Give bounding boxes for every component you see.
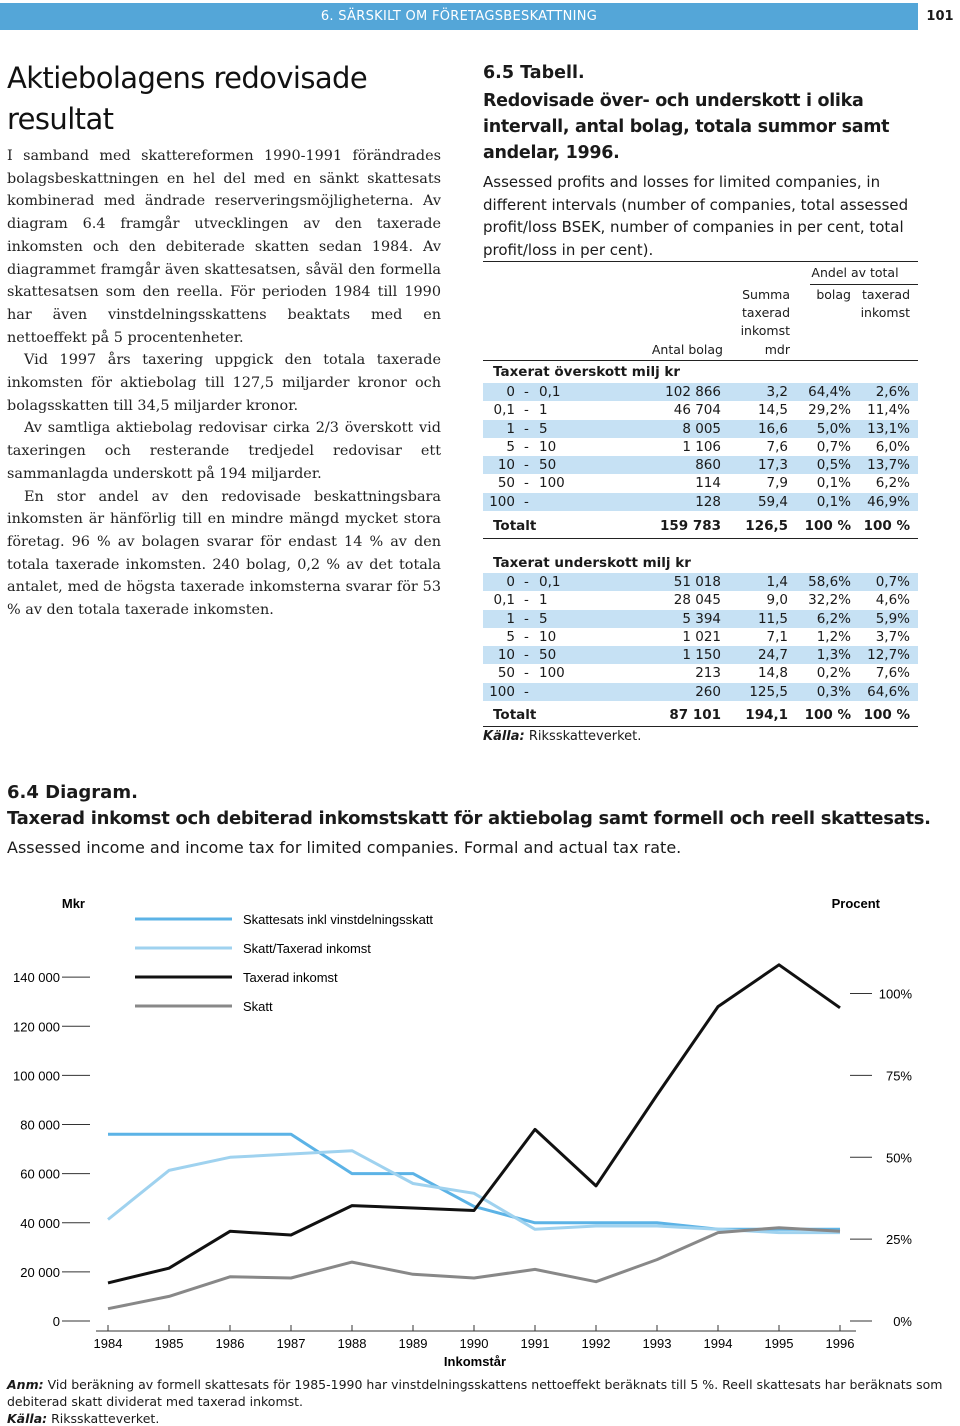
cell-summa: 3,2 (766, 384, 788, 400)
cell-bolag: 1,3% (816, 647, 851, 664)
cell-from: 1 (506, 420, 515, 437)
header-inkomst: inkomst (860, 305, 910, 320)
y-tick-label: 40 000 (20, 1215, 60, 1231)
section-title: 6. SÄRSKILT OM FÖRETAGSBESKATTNING (320, 9, 598, 24)
section-rule (483, 538, 918, 539)
x-tick-label: 1991 (520, 1336, 550, 1351)
cell-taxerad: 46,9% (867, 493, 910, 510)
total-summa: 126,5 (745, 518, 788, 534)
section-title-overskott: Taxerat överskott milj kr (493, 364, 681, 380)
y2-tick-label: 0% (893, 1314, 912, 1329)
note-label: Anm: (7, 1377, 44, 1392)
total-bolag: 100 % (804, 518, 851, 534)
table-row (483, 610, 918, 628)
table-number: 6.5 Tabell. (483, 63, 585, 83)
cell-bolag: 64,4% (808, 384, 851, 400)
total-taxerad: 100 % (863, 518, 910, 534)
cell-from: 0,1 (493, 402, 515, 419)
cell-dash: - (524, 628, 529, 645)
table-source (483, 729, 641, 744)
cell-from: 50 (497, 475, 515, 492)
cell-antal: 1 021 (682, 628, 721, 645)
y-axis-title: Mkr (61, 896, 85, 911)
section-header-bar (0, 3, 918, 30)
y-tick-label: 120 000 (13, 1019, 60, 1035)
cell-from: 5 (506, 438, 515, 455)
cell-dash: - (524, 610, 529, 627)
total-row-overskott (483, 517, 918, 535)
cell-summa: 125,5 (749, 683, 788, 700)
cell-antal: 8 005 (682, 420, 721, 437)
note-text: Vid beräkning av formell skattesats för 1985-1990 har vinstdelningsskattens nettoeffekt beräknats till 5 %. Reell skattesats har beräknats som debiterad skatt dividerat med taxerad inkomst. (7, 1377, 943, 1409)
cell-from: 0,1 (493, 592, 515, 609)
cell-dash: - (524, 647, 529, 664)
y-tick-label: 20 000 (20, 1264, 60, 1280)
y-tick-label: 80 000 (20, 1117, 60, 1133)
cell-from: 0 (506, 384, 515, 400)
x-tick-label: 1986 (215, 1336, 245, 1351)
cell-taxerad: 0,7% (875, 574, 910, 590)
y-tick-label: 0 (52, 1314, 60, 1329)
cell-from: 5 (506, 628, 515, 645)
cell-bolag: 0,2% (816, 665, 851, 682)
x-tick-label: 1988 (337, 1336, 367, 1351)
article-paragraph: I samband med skattereformen 1990-1991 förändrades bolagsbeskattningen en hel del med en sänkt skattesats kombinerad med ändrade reserveringsmöjligheterna. Av diagram 6.4 framgår utvecklingen av den taxerade inkomsten och den debiterade skatten sedan 1984. Av diagrammet framgår även skattesatsen, såväl den formella skattesatsen som den reella. För perioden 1984 till 1990 har även vinstdelningsskattens beaktats med en nettoeffekt på 5 procentenheter. (7, 148, 441, 346)
series-line-1 (108, 1151, 840, 1233)
cell-to: 10 (539, 628, 557, 645)
cell-taxerad: 12,7% (867, 647, 910, 664)
diagram-title: Taxerad inkomst och debiterad inkomstskatt för aktiebolag samt formell och reell skattesats. (7, 808, 931, 829)
article-paragraph: Vid 1997 års taxering uppgick den totala taxerade inkomsten för aktiebolag till 127,5 miljarder kronor och bolagsskatten till 34,5 miljarder kronor. (7, 352, 441, 414)
x-tick-label: 1995 (764, 1336, 794, 1351)
table-body-overskott (483, 383, 918, 511)
cell-from: 10 (497, 647, 515, 664)
header-summa-taxerad: taxerad (742, 305, 790, 320)
cell-dash: - (524, 493, 529, 510)
y2-tick-label: 100% (878, 986, 912, 1002)
cell-bolag: 29,2% (808, 402, 851, 419)
table-top-rule (483, 261, 918, 262)
article-body (7, 145, 441, 622)
table-row (483, 438, 918, 456)
header-group-rule (810, 284, 918, 285)
total-antal: 159 783 (659, 518, 721, 534)
section-title-underskott: Taxerat underskott milj kr (493, 555, 691, 571)
table-row (483, 493, 918, 511)
cell-from: 10 (497, 457, 515, 474)
x-axis-title: Inkomstår (443, 1354, 507, 1369)
cell-taxerad: 3,7% (875, 628, 910, 645)
diagram-source (7, 1411, 159, 1426)
x-tick-label: 1992 (581, 1336, 611, 1351)
source-text: Riksskatteverket. (528, 729, 642, 744)
cell-dash: - (524, 592, 529, 609)
total-taxerad: 100 % (863, 707, 910, 723)
cell-from: 100 (489, 683, 515, 700)
header-taxerad: taxerad (862, 287, 910, 302)
legend-label: Skattesats inkl vinstdelningsskatt (243, 912, 434, 927)
cell-taxerad: 6,2% (875, 475, 910, 492)
cell-antal: 1 106 (682, 438, 721, 455)
total-bolag: 100 % (804, 707, 851, 723)
y2-tick-label: 25% (885, 1232, 912, 1248)
cell-bolag: 58,6% (808, 574, 851, 590)
table-body-underskott (483, 573, 918, 701)
legend-label: Skatt (243, 999, 273, 1014)
y-tick-label: 140 000 (13, 970, 60, 986)
cell-antal: 213 (695, 665, 721, 682)
cell-to: 100 (539, 665, 565, 682)
y2-axis-title: Procent (831, 896, 880, 911)
cell-to: 1 (539, 592, 548, 609)
table-row (483, 628, 918, 646)
x-tick-label: 1984 (93, 1336, 123, 1351)
legend-label: Skatt/Taxerad inkomst (243, 941, 371, 956)
cell-taxerad: 64,6% (867, 683, 910, 700)
y-tick-label: 100 000 (13, 1068, 60, 1084)
cell-summa: 14,5 (757, 402, 788, 419)
table-bottom-rule (483, 726, 918, 727)
cell-to: 0,1 (539, 574, 561, 590)
header-bolag: bolag (816, 287, 851, 302)
cell-bolag: 32,2% (808, 592, 851, 609)
source-label: Källa: (7, 1411, 48, 1426)
table-title: Redovisade över- och underskott i olika intervall, antal bolag, totala summor samt andelar, 1996. (483, 91, 890, 163)
cell-from: 1 (506, 610, 515, 627)
cell-bolag: 6,2% (816, 610, 851, 627)
article-paragraph: Av samtliga aktiebolag redovisar cirka 2/3 överskott vid taxeringen och resterande tredjedel redovisar ett sammanlagda underskott på 194 miljarder. (7, 420, 441, 482)
cell-antal: 51 018 (673, 574, 721, 590)
cell-taxerad: 5,9% (875, 610, 910, 627)
diagram-subtitle: Assessed income and income tax for limited companies. Formal and actual tax rate. (7, 838, 682, 857)
cell-bolag: 5,0% (816, 420, 851, 437)
header-summa-mdr: mdr (764, 342, 790, 357)
x-tick-label: 1987 (276, 1336, 306, 1351)
header-antal-bolag: Antal bolag (651, 342, 723, 357)
page-number: 101 (926, 9, 954, 24)
cell-dash: - (524, 402, 529, 419)
cell-dash: - (524, 475, 529, 492)
cell-bolag: 1,2% (816, 628, 851, 645)
table-row (483, 591, 918, 609)
cell-to: 5 (539, 610, 548, 627)
diagram-note (7, 1377, 947, 1410)
total-row-underskott (483, 706, 918, 724)
cell-summa: 7,6 (766, 438, 788, 455)
cell-dash: - (524, 574, 529, 590)
cell-summa: 17,3 (757, 457, 788, 474)
legend-label: Taxerad inkomst (243, 970, 338, 985)
cell-to: 5 (539, 420, 548, 437)
table-row (483, 420, 918, 438)
cell-summa: 16,6 (757, 420, 788, 437)
cell-to: 50 (539, 647, 557, 664)
cell-to: 50 (539, 457, 557, 474)
x-tick-label: 1985 (154, 1336, 184, 1351)
cell-to: 0,1 (539, 384, 561, 400)
cell-summa: 9,0 (766, 592, 788, 609)
source-text: Riksskatteverket. (51, 1411, 160, 1426)
cell-dash: - (524, 683, 529, 700)
x-tick-label: 1990 (459, 1336, 489, 1351)
cell-taxerad: 13,7% (867, 457, 910, 474)
table-row (483, 401, 918, 419)
table-row (483, 664, 918, 682)
header-summa: Summa (742, 287, 790, 302)
x-tick-label: 1994 (703, 1336, 733, 1351)
series-line-0 (108, 1134, 840, 1229)
y2-tick-label: 75% (885, 1068, 912, 1084)
cell-bolag: 0,1% (816, 475, 851, 492)
header-summa-inkomst: inkomst (740, 323, 790, 338)
total-antal: 87 101 (669, 707, 721, 723)
series-line-2 (108, 965, 840, 1283)
y2-tick-label: 50% (885, 1150, 912, 1166)
cell-summa: 11,5 (757, 610, 788, 627)
cell-taxerad: 4,6% (875, 592, 910, 609)
cell-bolag: 0,7% (816, 438, 851, 455)
cell-summa: 14,8 (757, 665, 788, 682)
x-tick-label: 1996 (825, 1336, 855, 1351)
cell-taxerad: 6,0% (875, 438, 910, 455)
table-row (483, 683, 918, 701)
table-row (483, 646, 918, 664)
cell-to: 1 (539, 402, 548, 419)
cell-taxerad: 11,4% (867, 402, 910, 419)
cell-from: 100 (489, 493, 515, 510)
cell-summa: 59,4 (757, 493, 788, 510)
cell-dash: - (524, 384, 529, 400)
cell-to: 100 (539, 475, 565, 492)
cell-antal: 260 (695, 683, 721, 700)
cell-summa: 1,4 (766, 574, 788, 590)
cell-from: 0 (506, 574, 515, 590)
cell-dash: - (524, 438, 529, 455)
article-title: Aktiebolagens redovisade resultat (7, 61, 368, 136)
cell-summa: 7,1 (766, 628, 788, 645)
line-chart (0, 880, 960, 1375)
cell-antal: 128 (695, 493, 721, 510)
cell-taxerad: 13,1% (867, 420, 910, 437)
total-label: Totalt (493, 707, 537, 723)
cell-bolag: 0,1% (816, 493, 851, 510)
cell-summa: 24,7 (757, 647, 788, 664)
cell-antal: 102 866 (665, 384, 721, 400)
table-row (483, 383, 918, 401)
cell-antal: 5 394 (682, 610, 721, 627)
cell-bolag: 0,5% (816, 457, 851, 474)
diagram-number: 6.4 Diagram. (7, 782, 138, 803)
cell-dash: - (524, 457, 529, 474)
cell-taxerad: 2,6% (875, 384, 910, 400)
total-summa: 194,1 (745, 707, 788, 723)
cell-taxerad: 7,6% (875, 665, 910, 682)
cell-antal: 860 (695, 457, 721, 474)
cell-to: 10 (539, 438, 557, 455)
cell-antal: 28 045 (673, 592, 721, 609)
cell-dash: - (524, 665, 529, 682)
source-label: Källa: (483, 729, 525, 744)
cell-antal: 114 (695, 475, 721, 492)
cell-summa: 7,9 (766, 475, 788, 492)
cell-antal: 1 150 (682, 647, 721, 664)
x-tick-label: 1989 (398, 1336, 428, 1351)
y-tick-label: 60 000 (20, 1166, 60, 1182)
cell-from: 50 (497, 665, 515, 682)
header-bottom-rule (483, 360, 918, 361)
table-subtitle: Assessed profits and losses for limited companies, in different intervals (number of companies, total assessed profit/loss BSEK, number of companies in per cent, total profit/loss in per cent). (483, 173, 909, 259)
header-andel-av-total: Andel av total (811, 265, 899, 280)
table-row (483, 573, 918, 591)
x-tick-label: 1993 (642, 1336, 672, 1351)
article-paragraph: En stor andel av den redovisade beskattningsbara inkomsten är hänförlig till en mindre mängd mycket stora företag. 96 % av bolagen svarar för endast 14 % av den totala taxerade inkomsten. 240 bolag, 0,2 % av det totala antalet, med de högsta taxerade inkomsterna svarar för 53 % av den totala taxerade inkomsten. (7, 488, 441, 619)
cell-dash: - (524, 420, 529, 437)
cell-antal: 46 704 (673, 402, 721, 419)
cell-bolag: 0,3% (816, 683, 851, 700)
table-row (483, 474, 918, 492)
total-label: Totalt (493, 518, 537, 534)
table-row (483, 456, 918, 474)
